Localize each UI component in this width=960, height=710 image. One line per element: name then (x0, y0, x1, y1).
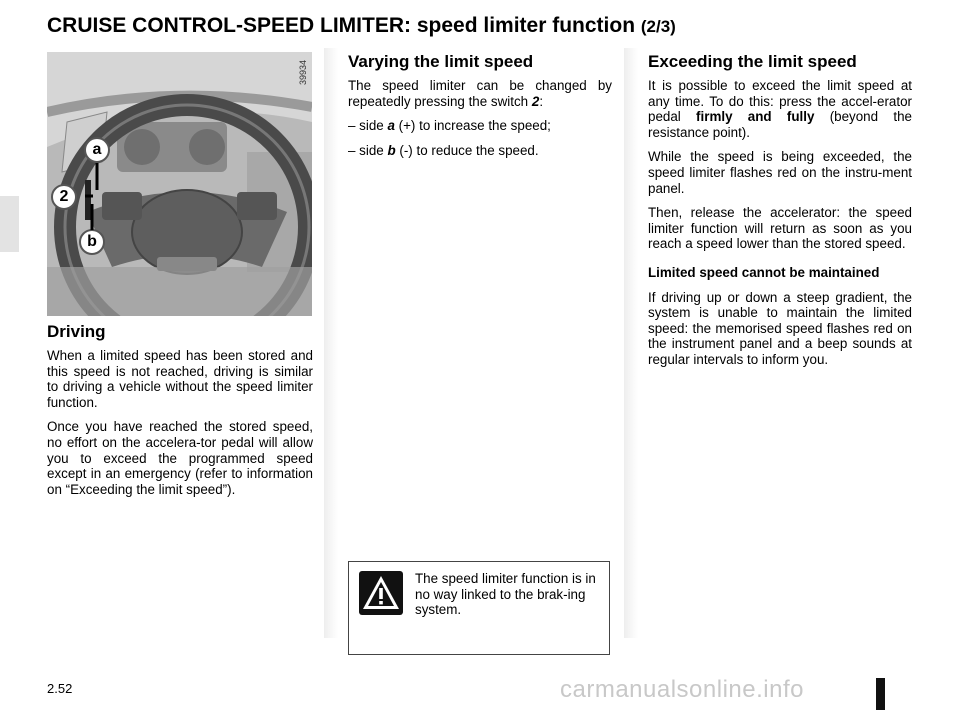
exceeding-p1-start: It is possible to exceed the limit speed at any time. To do this: press the accel-erator pedal (648, 78, 912, 125)
page-title (47, 14, 676, 38)
varying-intro-end: : (539, 93, 544, 109)
column-divider-2 (624, 48, 638, 638)
varying-section (348, 52, 612, 167)
varying-item-b (348, 143, 612, 159)
item-b-prefix: – side (348, 142, 384, 158)
callout-b: b (79, 229, 105, 255)
item-a-text: (+) to increase the speed; (398, 118, 551, 134)
driving-paragraph-1: When a limited speed has been stored and this speed is not reached, driving is similar to driving a vehicle without the speed limiter function. (47, 348, 313, 410)
exceeding-p1-bold: firmly and fully (696, 109, 815, 125)
driving-heading: Driving (47, 322, 106, 341)
figure-number: 39934 (298, 60, 308, 86)
page-title-suffix: (2/3) (640, 17, 676, 36)
page-title-main: CRUISE CONTROL-SPEED LIMITER: speed limiter function (47, 14, 636, 37)
varying-intro (348, 78, 612, 109)
item-a-prefix: – side (348, 118, 384, 134)
callout-leader-lines (60, 150, 110, 240)
exceeding-paragraph-4: If driving up or down a steep gradient, the system is unable to maintain the limited speed: the memorised speed flashes red on the instrument panel and a beep sounds at regular intervals to inform you. (648, 289, 912, 367)
item-b-letter: b (387, 142, 396, 158)
exceeding-subheading: Limited speed cannot be maintained (648, 264, 880, 280)
exceeding-heading: Exceeding the limit speed (648, 52, 857, 71)
warning-triangle-icon (359, 571, 403, 615)
warning-box (348, 561, 610, 655)
exceeding-paragraph-1 (648, 78, 912, 140)
exceeding-paragraph-3: Then, release the accelerator: the speed limiter function will return as soon as you reach a speed lower than the stored speed. (648, 205, 912, 252)
exceeding-section (648, 52, 912, 377)
column-divider-1 (324, 48, 338, 638)
varying-intro-text: The speed limiter can be changed by repeatedly pressing the switch (348, 78, 612, 109)
exceeding-p1-end: (beyond the resistance point). (648, 109, 912, 140)
switch-number: 2 (531, 93, 540, 109)
varying-item-a (348, 118, 612, 134)
watermark: carmanualsonline.info (560, 676, 804, 703)
item-a-letter: a (387, 118, 395, 134)
exceeding-paragraph-2: While the speed is being exceeded, the speed limiter flashes red on the instru-ment panel. (648, 149, 912, 196)
varying-heading: Varying the limit speed (348, 52, 534, 71)
section-tab (0, 196, 19, 252)
page-number: 2.52 (47, 681, 73, 696)
warning-text: The speed limiter function is in no way linked to the brak-ing system. (415, 571, 596, 618)
driving-section (47, 322, 313, 506)
driving-paragraph-2: Once you have reached the stored speed, no effort on the accelera-tor pedal will allow you to exceed the programmed speed except in an emergency (refer to information on “Exceeding the limit speed”). (47, 419, 313, 497)
warning-icon (359, 571, 403, 615)
item-b-text: (-) to reduce the speed. (399, 142, 539, 158)
callout-2: 2 (51, 184, 77, 210)
corner-marker (876, 678, 885, 710)
callout-a: a (84, 137, 110, 163)
